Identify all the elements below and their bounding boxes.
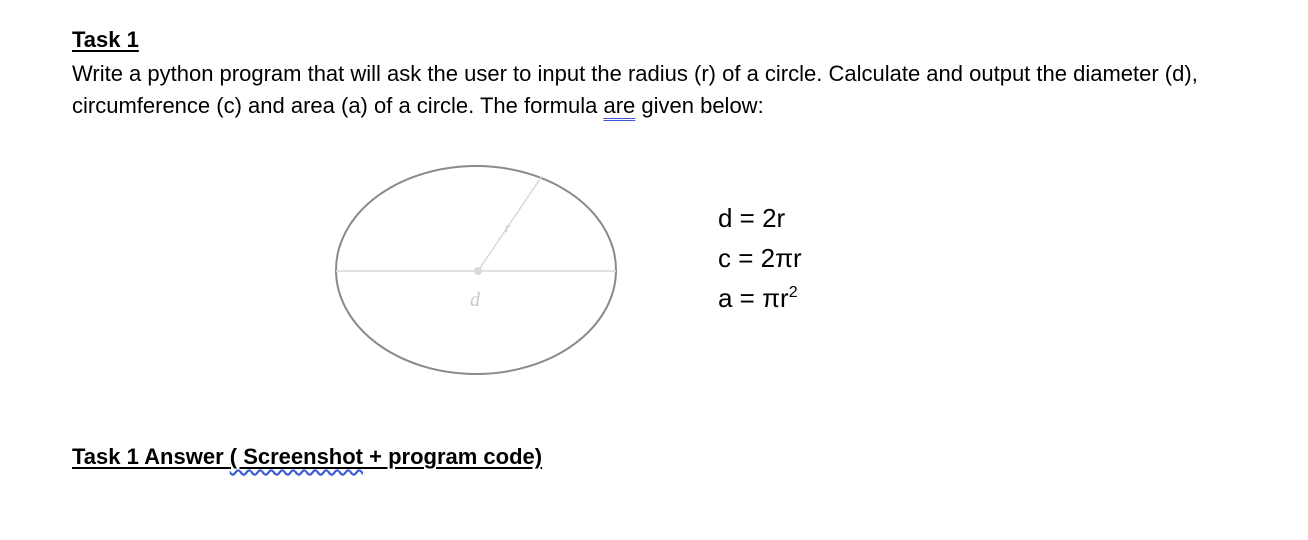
- task-instructions: [72, 58, 1252, 122]
- answer-heading: [72, 443, 542, 471]
- formula-list: [718, 198, 802, 318]
- task-heading: Task 1: [72, 27, 139, 52]
- grammar-flagged-word[interactable]: are: [603, 93, 636, 118]
- circumference-formula: c = 2πr: [718, 243, 802, 273]
- answer-heading-part2: + program code): [363, 444, 543, 469]
- diameter-label: d: [470, 289, 480, 311]
- area-formula-exponent: 2: [788, 284, 798, 301]
- circle-diagram: [330, 162, 620, 382]
- area-formula: [718, 278, 802, 318]
- task-text-part2: given below:: [635, 93, 764, 118]
- radius-label: r: [505, 221, 511, 236]
- spell-flagged-text[interactable]: ( Screenshot: [229, 444, 364, 469]
- task-text-part1: Write a python program that will ask the user to input the radius (r) of a circle. Calculate and output the diameter (d), circumference (c) and area (a) of a circle. The formula: [72, 61, 1198, 118]
- center-point: [474, 267, 482, 275]
- diameter-formula: d = 2r: [718, 203, 786, 233]
- answer-heading-part1: Task 1 Answer: [72, 444, 230, 469]
- area-formula-base: a = πr: [718, 283, 789, 313]
